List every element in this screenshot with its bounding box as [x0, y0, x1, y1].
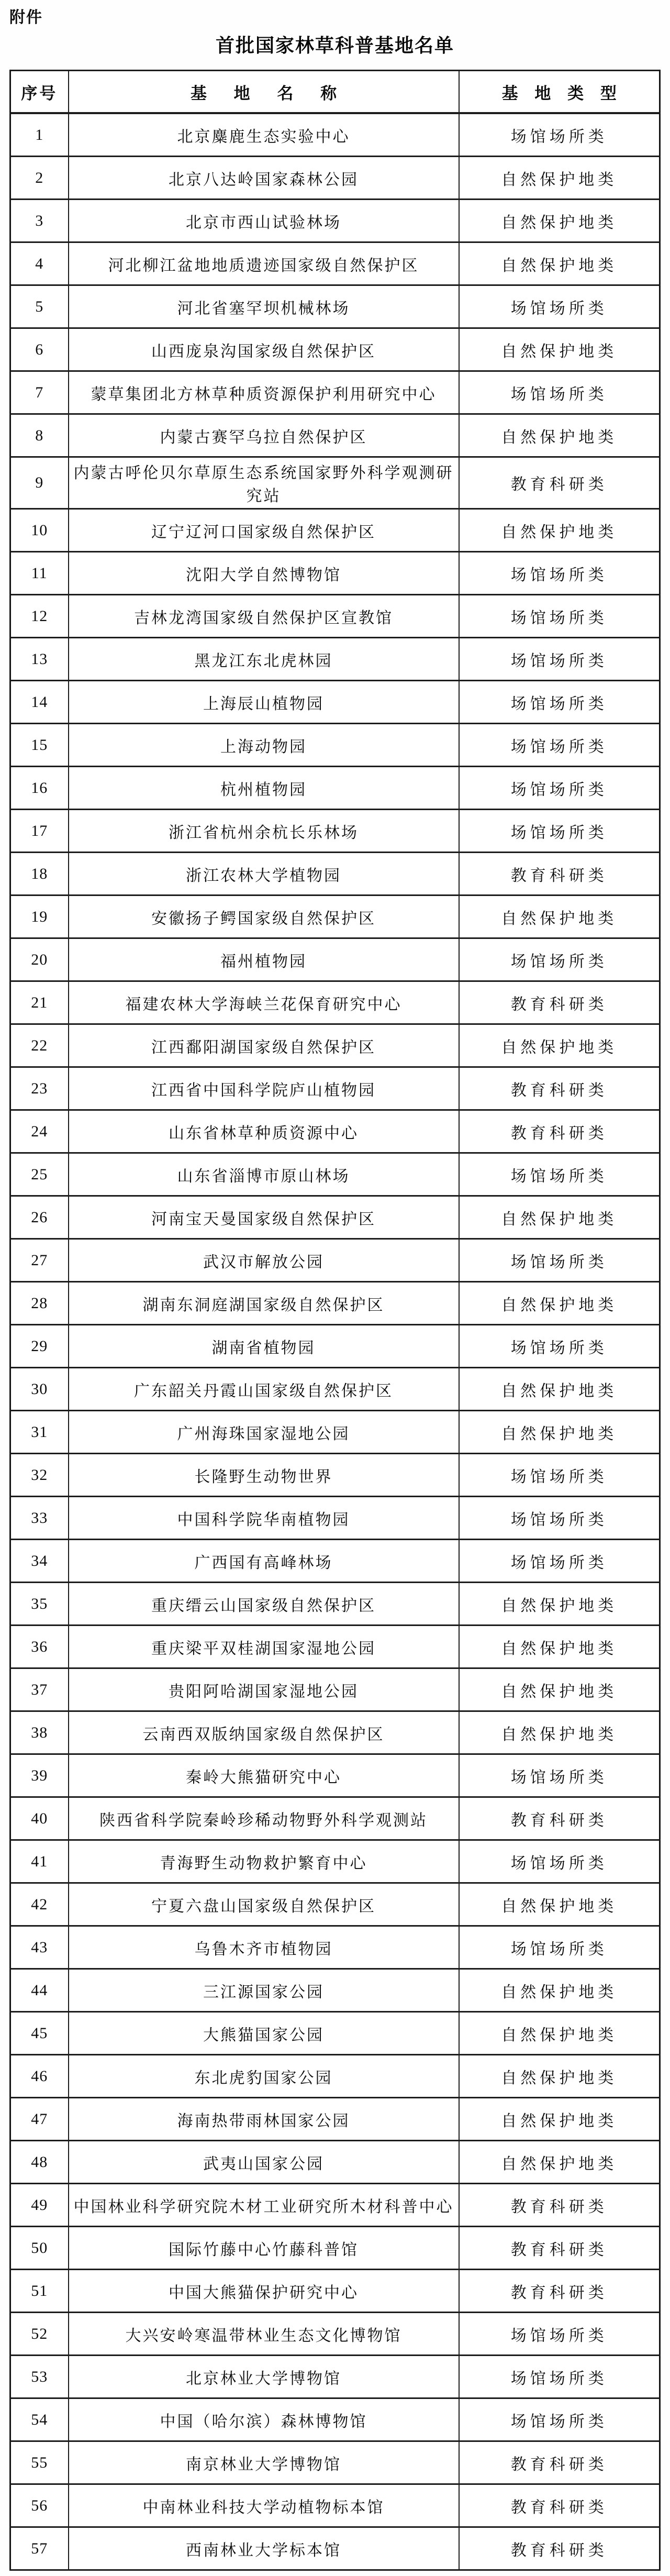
table-row [10, 200, 660, 242]
row-number-cell: 51 [10, 2270, 69, 2313]
table-row [10, 242, 660, 285]
row-number-cell: 25 [10, 1153, 69, 1196]
base-name-cell: 江西省中国科学院庐山植物园 [69, 1067, 459, 1110]
base-name-cell: 重庆缙云山国家级自然保护区 [69, 1583, 459, 1626]
base-name-cell: 江西鄱阳湖国家级自然保护区 [69, 1024, 459, 1067]
row-number-cell: 36 [10, 1626, 69, 1668]
base-name-cell: 吉林龙湾国家级自然保护区宣教馆 [69, 595, 459, 638]
base-name-cell: 辽宁辽河口国家级自然保护区 [69, 509, 459, 552]
row-number-cell: 16 [10, 767, 69, 810]
base-name-cell: 三江源国家公园 [69, 1969, 459, 2012]
base-name-cell: 广东韶关丹霞山国家级自然保护区 [69, 1368, 459, 1411]
table-row [10, 681, 660, 724]
base-name-cell: 北京林业大学博物馆 [69, 2356, 459, 2398]
table-row [10, 2356, 660, 2398]
table-row [10, 2313, 660, 2356]
base-name-cell: 北京麋鹿生态实验中心 [69, 113, 459, 157]
base-name-cell: 西南林业大学标本馆 [69, 2527, 459, 2570]
base-name-cell: 贵阳阿哈湖国家湿地公园 [69, 1668, 459, 1711]
base-name-cell: 青海野生动物救护繁育中心 [69, 1840, 459, 1883]
base-type-cell: 场馆场所类 [459, 724, 660, 767]
table-row [10, 1239, 660, 1282]
base-name-cell: 陕西省科学院秦岭珍稀动物野外科学观测站 [69, 1797, 459, 1840]
base-type-cell: 教育科研类 [459, 853, 660, 895]
base-type-cell: 场馆场所类 [459, 2398, 660, 2441]
base-name-cell: 山东省林草种质资源中心 [69, 1110, 459, 1153]
row-number-cell: 20 [10, 938, 69, 981]
base-type-cell: 自然保护地类 [459, 895, 660, 938]
table-row [10, 1883, 660, 1926]
base-name-cell: 湖南东洞庭湖国家级自然保护区 [69, 1282, 459, 1325]
table-row [10, 509, 660, 552]
row-number-cell: 43 [10, 1926, 69, 1969]
table-row [10, 595, 660, 638]
base-name-cell: 湖南省植物园 [69, 1325, 459, 1368]
table-header-row [10, 71, 660, 114]
table-row [10, 1411, 660, 1454]
base-type-cell: 场馆场所类 [459, 1840, 660, 1883]
base-name-cell: 宁夏六盘山国家级自然保护区 [69, 1883, 459, 1926]
base-type-cell: 教育科研类 [459, 981, 660, 1024]
base-name-cell: 山东省淄博市原山林场 [69, 1153, 459, 1196]
base-type-cell: 自然保护地类 [459, 1282, 660, 1325]
table-row [10, 1754, 660, 1797]
row-number-cell: 24 [10, 1110, 69, 1153]
base-name-cell: 南京林业大学博物馆 [69, 2441, 459, 2484]
row-number-cell: 35 [10, 1583, 69, 1626]
row-number-cell: 10 [10, 509, 69, 552]
base-name-cell: 中国（哈尔滨）森林博物馆 [69, 2398, 459, 2441]
row-number-cell: 22 [10, 1024, 69, 1067]
base-name-cell: 福州植物园 [69, 938, 459, 981]
base-type-cell: 教育科研类 [459, 1067, 660, 1110]
base-name-cell: 杭州植物园 [69, 767, 459, 810]
header-base-name: 基 地 名 称 [69, 71, 459, 114]
table-row [10, 1110, 660, 1153]
base-type-cell: 场馆场所类 [459, 1540, 660, 1583]
table-row [10, 1368, 660, 1411]
row-number-cell: 9 [10, 457, 69, 509]
row-number-cell: 18 [10, 853, 69, 895]
base-name-cell: 乌鲁木齐市植物园 [69, 1926, 459, 1969]
base-type-cell: 自然保护地类 [459, 509, 660, 552]
row-number-cell: 13 [10, 638, 69, 681]
table-row [10, 767, 660, 810]
base-type-cell: 场馆场所类 [459, 2313, 660, 2356]
base-name-cell: 上海辰山植物园 [69, 681, 459, 724]
table-row [10, 2484, 660, 2527]
table-row [10, 113, 660, 157]
base-type-cell: 场馆场所类 [459, 1239, 660, 1282]
row-number-cell: 12 [10, 595, 69, 638]
row-number-cell: 37 [10, 1668, 69, 1711]
table-row [10, 2098, 660, 2141]
row-number-cell: 4 [10, 242, 69, 285]
row-number-cell: 2 [10, 157, 69, 200]
table-row [10, 328, 660, 371]
base-name-cell: 中国林业科学研究院木材工业研究所木材科普中心 [69, 2184, 459, 2227]
base-type-cell: 场馆场所类 [459, 552, 660, 595]
table-row [10, 1497, 660, 1540]
table-row [10, 1024, 660, 1067]
base-name-cell: 长隆野生动物世界 [69, 1454, 459, 1497]
base-type-cell: 自然保护地类 [459, 2055, 660, 2098]
table-row [10, 1969, 660, 2012]
base-type-cell: 自然保护地类 [459, 1583, 660, 1626]
row-number-cell: 50 [10, 2227, 69, 2270]
base-name-cell: 大兴安岭寒温带林业生态文化博物馆 [69, 2313, 459, 2356]
table-row [10, 1454, 660, 1497]
table-row [10, 1797, 660, 1840]
table-row [10, 2055, 660, 2098]
row-number-cell: 21 [10, 981, 69, 1024]
base-name-cell: 北京八达岭国家森林公园 [69, 157, 459, 200]
row-number-cell: 28 [10, 1282, 69, 1325]
row-number-cell: 30 [10, 1368, 69, 1411]
row-number-cell: 8 [10, 414, 69, 457]
table-row [10, 1325, 660, 1368]
base-type-cell: 场馆场所类 [459, 371, 660, 414]
base-type-cell: 自然保护地类 [459, 1368, 660, 1411]
table-row [10, 1840, 660, 1883]
base-name-cell: 北京市西山试验林场 [69, 200, 459, 242]
table-row [10, 1196, 660, 1239]
base-name-cell: 海南热带雨林国家公园 [69, 2098, 459, 2141]
row-number-cell: 41 [10, 1840, 69, 1883]
row-number-cell: 34 [10, 1540, 69, 1583]
base-type-cell: 自然保护地类 [459, 414, 660, 457]
base-name-cell: 武夷山国家公园 [69, 2141, 459, 2184]
row-number-cell: 55 [10, 2441, 69, 2484]
table-row [10, 1926, 660, 1969]
base-type-cell: 场馆场所类 [459, 1454, 660, 1497]
base-name-cell: 武汉市解放公园 [69, 1239, 459, 1282]
base-name-cell: 东北虎豹国家公园 [69, 2055, 459, 2098]
row-number-cell: 40 [10, 1797, 69, 1840]
table-row [10, 2227, 660, 2270]
base-type-cell: 自然保护地类 [459, 1883, 660, 1926]
base-type-cell: 教育科研类 [459, 2270, 660, 2313]
base-type-cell: 自然保护地类 [459, 1711, 660, 1754]
base-type-cell: 教育科研类 [459, 2441, 660, 2484]
base-type-cell: 教育科研类 [459, 2227, 660, 2270]
base-name-cell: 内蒙古赛罕乌拉自然保护区 [69, 414, 459, 457]
base-name-cell: 云南西双版纳国家级自然保护区 [69, 1711, 459, 1754]
table-row [10, 1540, 660, 1583]
table-row [10, 2441, 660, 2484]
base-name-cell: 大熊猫国家公园 [69, 2012, 459, 2055]
base-name-cell: 沈阳大学自然博物馆 [69, 552, 459, 595]
table-row [10, 2398, 660, 2441]
row-number-cell: 7 [10, 371, 69, 414]
row-number-cell: 29 [10, 1325, 69, 1368]
base-type-cell: 场馆场所类 [459, 1754, 660, 1797]
base-type-cell: 场馆场所类 [459, 285, 660, 328]
base-type-cell: 场馆场所类 [459, 1153, 660, 1196]
row-number-cell: 11 [10, 552, 69, 595]
base-type-cell: 场馆场所类 [459, 1325, 660, 1368]
row-number-cell: 3 [10, 200, 69, 242]
base-type-cell: 场馆场所类 [459, 1497, 660, 1540]
base-type-cell: 场馆场所类 [459, 681, 660, 724]
base-name-cell: 广西国有高峰林场 [69, 1540, 459, 1583]
table-row [10, 938, 660, 981]
row-number-cell: 6 [10, 328, 69, 371]
row-number-cell: 48 [10, 2141, 69, 2184]
base-type-cell: 自然保护地类 [459, 1626, 660, 1668]
row-number-cell: 53 [10, 2356, 69, 2398]
base-type-cell: 自然保护地类 [459, 1196, 660, 1239]
table-row [10, 1711, 660, 1754]
row-number-cell: 33 [10, 1497, 69, 1540]
table-row [10, 2527, 660, 2570]
table-body [10, 113, 660, 2570]
table-row [10, 895, 660, 938]
header-serial-number: 序号 [10, 71, 69, 114]
row-number-cell: 15 [10, 724, 69, 767]
base-type-cell: 教育科研类 [459, 1110, 660, 1153]
base-name-cell: 上海动物园 [69, 724, 459, 767]
base-type-cell: 场馆场所类 [459, 767, 660, 810]
table-row [10, 2270, 660, 2313]
row-number-cell: 46 [10, 2055, 69, 2098]
base-type-cell: 自然保护地类 [459, 1411, 660, 1454]
row-number-cell: 1 [10, 113, 69, 157]
row-number-cell: 44 [10, 1969, 69, 2012]
table-row [10, 1668, 660, 1711]
base-name-cell: 河北省塞罕坝机械林场 [69, 285, 459, 328]
table-row [10, 1626, 660, 1668]
row-number-cell: 19 [10, 895, 69, 938]
base-name-cell: 国际竹藤中心竹藤科普馆 [69, 2227, 459, 2270]
base-type-cell: 教育科研类 [459, 1797, 660, 1840]
table-row [10, 638, 660, 681]
table-row [10, 1583, 660, 1626]
table-row [10, 157, 660, 200]
base-type-cell: 自然保护地类 [459, 157, 660, 200]
row-number-cell: 26 [10, 1196, 69, 1239]
base-type-cell: 教育科研类 [459, 2484, 660, 2527]
row-number-cell: 31 [10, 1411, 69, 1454]
row-number-cell: 27 [10, 1239, 69, 1282]
base-name-cell: 山西庞泉沟国家级自然保护区 [69, 328, 459, 371]
row-number-cell: 14 [10, 681, 69, 724]
row-number-cell: 54 [10, 2398, 69, 2441]
base-type-cell: 场馆场所类 [459, 2356, 660, 2398]
base-type-cell: 自然保护地类 [459, 1969, 660, 2012]
row-number-cell: 38 [10, 1711, 69, 1754]
base-type-cell: 场馆场所类 [459, 638, 660, 681]
table-row [10, 1153, 660, 1196]
row-number-cell: 45 [10, 2012, 69, 2055]
row-number-cell: 57 [10, 2527, 69, 2570]
table-row [10, 810, 660, 853]
table-row [10, 853, 660, 895]
row-number-cell: 23 [10, 1067, 69, 1110]
row-number-cell: 42 [10, 1883, 69, 1926]
table-row [10, 724, 660, 767]
base-name-cell: 浙江农林大学植物园 [69, 853, 459, 895]
base-type-cell: 场馆场所类 [459, 1926, 660, 1969]
page-title: 首批国家林草科普基地名单 [215, 35, 454, 56]
base-type-cell: 自然保护地类 [459, 2098, 660, 2141]
table-row [10, 2012, 660, 2055]
base-type-cell: 自然保护地类 [459, 242, 660, 285]
base-list-table [9, 70, 661, 2571]
table-row [10, 2141, 660, 2184]
table-row [10, 414, 660, 457]
row-number-cell: 32 [10, 1454, 69, 1497]
base-name-cell: 秦岭大熊猫研究中心 [69, 1754, 459, 1797]
base-type-cell: 自然保护地类 [459, 1668, 660, 1711]
base-type-cell: 自然保护地类 [459, 200, 660, 242]
base-name-cell: 中南林业科技大学动植物标本馆 [69, 2484, 459, 2527]
row-number-cell: 39 [10, 1754, 69, 1797]
base-name-cell: 河北柳江盆地地质遗迹国家级自然保护区 [69, 242, 459, 285]
base-name-cell: 河南宝天曼国家级自然保护区 [69, 1196, 459, 1239]
base-type-cell: 教育科研类 [459, 2527, 660, 2570]
base-type-cell: 场馆场所类 [459, 938, 660, 981]
base-name-cell: 内蒙古呼伦贝尔草原生态系统国家野外科学观测研究站 [69, 457, 459, 509]
base-name-cell: 重庆梁平双桂湖国家湿地公园 [69, 1626, 459, 1668]
table-row [10, 371, 660, 414]
row-number-cell: 17 [10, 810, 69, 853]
base-name-cell: 中国科学院华南植物园 [69, 1497, 459, 1540]
table-row [10, 457, 660, 509]
row-number-cell: 49 [10, 2184, 69, 2227]
table-row [10, 981, 660, 1024]
base-name-cell: 广州海珠国家湿地公园 [69, 1411, 459, 1454]
base-type-cell: 自然保护地类 [459, 2141, 660, 2184]
row-number-cell: 5 [10, 285, 69, 328]
base-type-cell: 自然保护地类 [459, 328, 660, 371]
base-type-cell: 场馆场所类 [459, 113, 660, 157]
table-row [10, 2184, 660, 2227]
base-name-cell: 福建农林大学海峡兰花保育研究中心 [69, 981, 459, 1024]
base-type-cell: 教育科研类 [459, 457, 660, 509]
table-row [10, 1282, 660, 1325]
base-type-cell: 场馆场所类 [459, 595, 660, 638]
row-number-cell: 56 [10, 2484, 69, 2527]
base-type-cell: 场馆场所类 [459, 810, 660, 853]
base-type-cell: 教育科研类 [459, 2184, 660, 2227]
table-row [10, 285, 660, 328]
row-number-cell: 52 [10, 2313, 69, 2356]
table-row [10, 552, 660, 595]
base-type-cell: 自然保护地类 [459, 1024, 660, 1067]
base-name-cell: 浙江省杭州余杭长乐林场 [69, 810, 459, 853]
base-name-cell: 中国大熊猫保护研究中心 [69, 2270, 459, 2313]
attachment-label: 附件 [9, 9, 43, 26]
table-row [10, 1067, 660, 1110]
row-number-cell: 47 [10, 2098, 69, 2141]
base-type-cell: 自然保护地类 [459, 2012, 660, 2055]
base-name-cell: 蒙草集团北方林草种质资源保护利用研究中心 [69, 371, 459, 414]
header-base-type: 基 地 类 型 [459, 71, 660, 114]
base-name-cell: 黑龙江东北虎林园 [69, 638, 459, 681]
base-name-cell: 安徽扬子鳄国家级自然保护区 [69, 895, 459, 938]
